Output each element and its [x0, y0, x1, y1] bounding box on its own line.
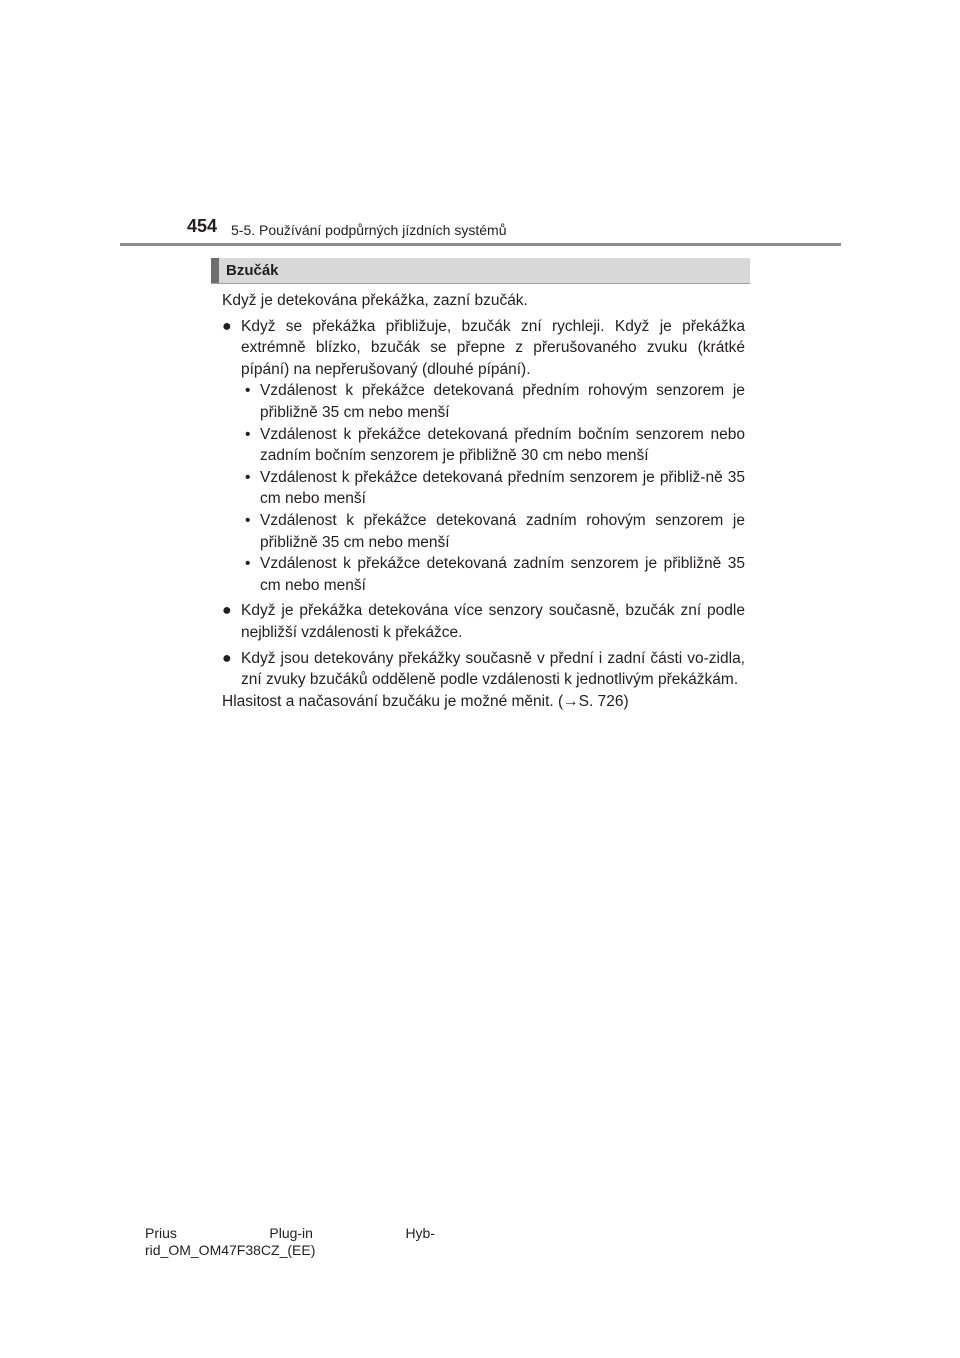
list-item	[222, 648, 745, 691]
sub-heading-bar	[211, 258, 219, 283]
sub-list-item	[241, 553, 745, 596]
middle-dot-bullet-icon: •	[245, 511, 251, 529]
sub-heading-label: Bzučák	[226, 262, 279, 279]
footer	[145, 1225, 435, 1259]
footer-col-1: Prius	[145, 1225, 177, 1241]
middle-dot-bullet-icon: •	[245, 555, 251, 573]
closing-paragraph: Hlasitost a načasování bzučáku je možné měnit. (→S. 726)	[222, 692, 629, 710]
section-title: 5-5. Používání podpůrných jízdních systémů	[231, 222, 507, 238]
intro-paragraph: Když je detekována překážka, zazní bzučák.	[222, 292, 528, 309]
sub-list	[241, 380, 745, 596]
black-circle-bullet-icon: ●	[222, 649, 232, 667]
middle-dot-bullet-icon: •	[245, 425, 251, 443]
sub-heading	[211, 258, 750, 284]
list-item-text: Když je překážka detekována více senzory současně, bzučák zní podle nejbližší vzdálenosti k překážce.	[241, 602, 745, 641]
sub-list-item-text: Vzdálenost k překážce detekovaná předním senzorem je přibliž-ně 35 cm nebo menší	[260, 468, 745, 508]
sub-list-item-text: Vzdálenost k překážce detekovaná zadním rohovým senzorem je přibližně 35 cm nebo menší	[260, 511, 745, 551]
sub-list-item-text: Vzdálenost k překážce detekovaná předním rohovým senzorem je přibližně 35 cm nebo menší	[260, 382, 745, 421]
middle-dot-bullet-icon: •	[245, 382, 251, 400]
sub-list-item-text: Vzdálenost k překážce detekovaná předním bočním senzorem nebo zadním bočním senzorem je přibližně 30 cm nebo menší	[260, 425, 745, 465]
list-item-text: Když se překážka přibližuje, bzučák zní rychleji. Když je překážka extrémně blízko, bzučák se přepne z přerušovaného zvuku (krátké pípání) na nepřerušovaný (dlouhé pípání).	[241, 317, 745, 378]
black-circle-bullet-icon: ●	[222, 317, 232, 335]
footer-col-2: Plug-in	[269, 1225, 313, 1241]
sub-list-item-text: Vzdálenost k překážce detekovaná zadním senzorem je přibližně 35 cm nebo menší	[260, 555, 745, 594]
black-circle-bullet-icon: ●	[222, 602, 232, 620]
sub-list-item	[241, 424, 745, 467]
list-item-text: Když jsou detekovány překážky současně v přední i zadní části vo-zidla, zní zvuky bzučáků odděleně podle vzdálenosti k jednotlivým překážkám.	[241, 649, 745, 689]
middle-dot-bullet-icon: •	[245, 468, 251, 486]
content	[222, 290, 745, 712]
footer-row	[145, 1225, 435, 1242]
list-item	[222, 316, 745, 597]
sub-list-item	[241, 467, 745, 510]
list-item	[222, 600, 745, 643]
page-number: 454	[187, 216, 218, 236]
footer-code: rid_OM_OM47F38CZ_(EE)	[145, 1242, 316, 1258]
header-rule	[120, 243, 841, 246]
sub-list-item	[241, 380, 745, 423]
sub-list-item	[241, 510, 745, 553]
footer-col-3: Hyb-	[405, 1225, 435, 1241]
